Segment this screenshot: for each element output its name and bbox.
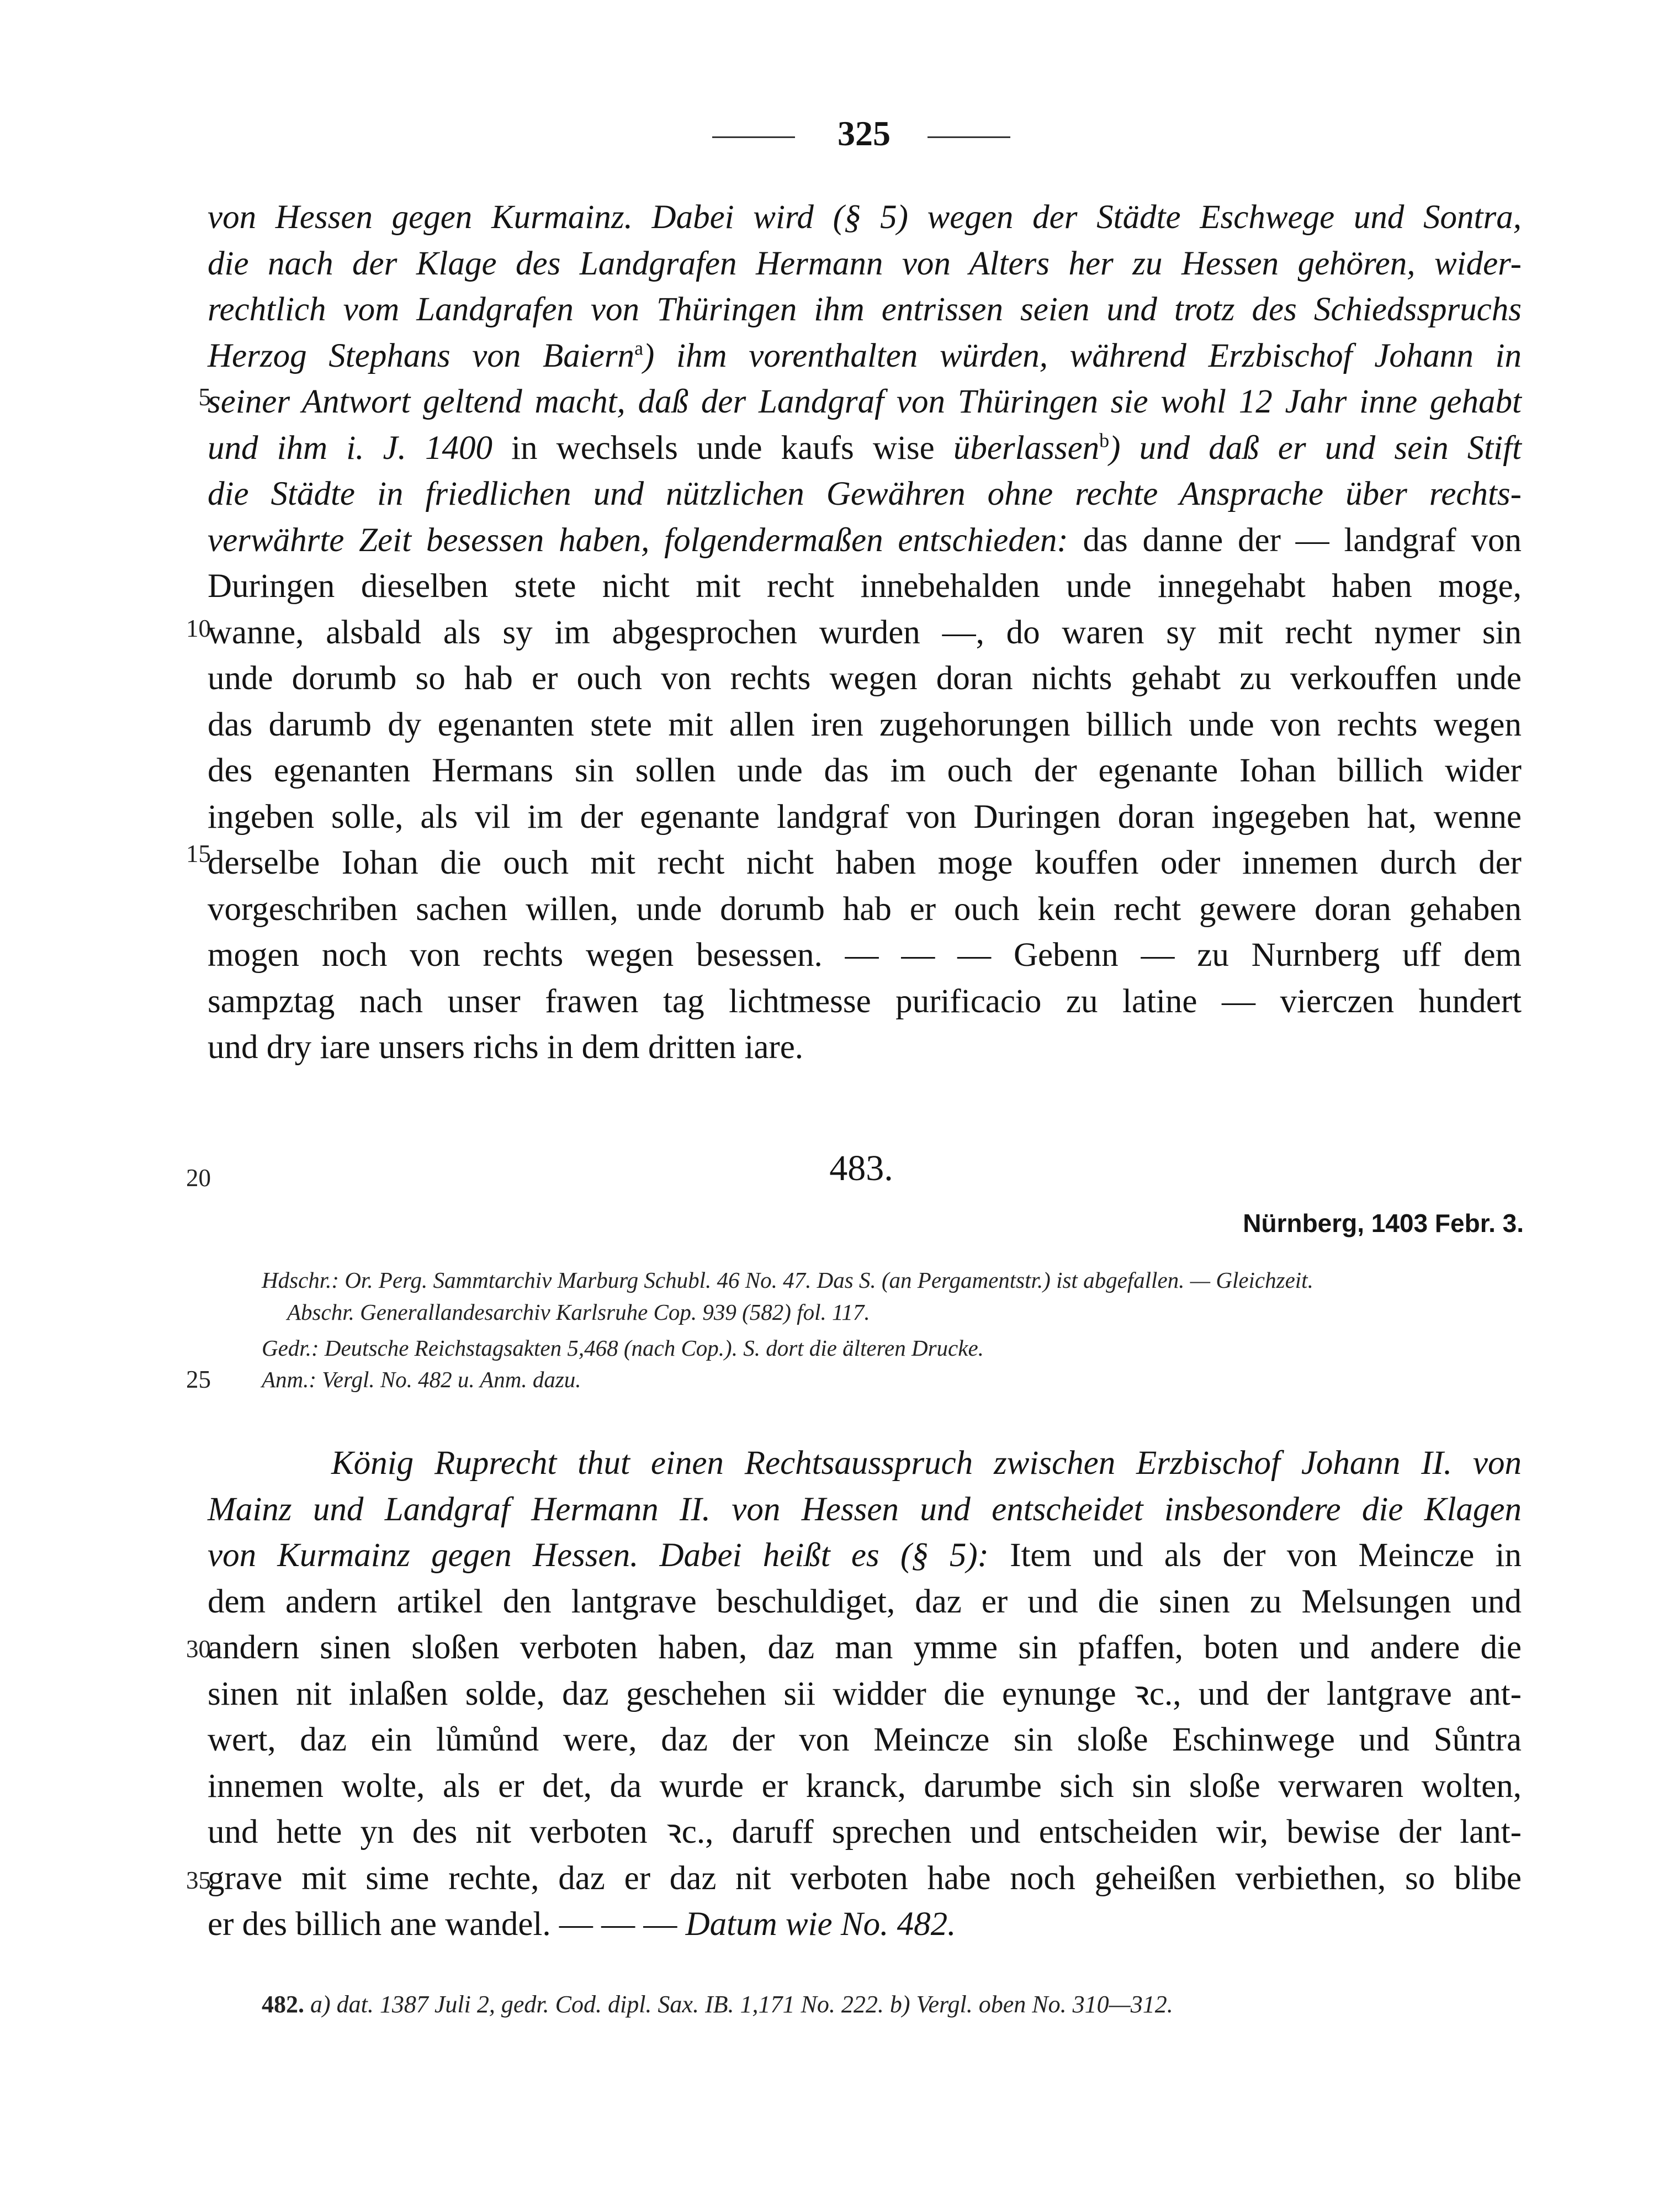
- line-number-25: 25: [186, 1366, 211, 1393]
- text-segment: er des billich ane wandel. — — —: [208, 1906, 686, 1943]
- text-line: [208, 1901, 1522, 1947]
- footnote-marker: b: [1099, 429, 1110, 452]
- text-segment: Item und als der von Meincze in: [1010, 1537, 1522, 1574]
- footnote-marker: a: [634, 337, 644, 359]
- text-segment: und ihm i. J. 1400: [208, 429, 512, 467]
- text-line: [208, 194, 1522, 240]
- line-number-30: 30: [186, 1635, 211, 1663]
- text-line: [208, 425, 1522, 471]
- text-line: [208, 287, 1522, 332]
- source-note-manuscript: Hdschr.: Or. Perg. Sammtarchiv Marburg Schubl. 46 No. 47. Das S. (an Pergamentstr.) ist abgefallen. — Gleichzeit.: [262, 1267, 1313, 1293]
- header-rule-right: [928, 136, 1010, 138]
- text-segment: von Kurmainz gegen Hessen. Dabei heißt es (§ 5):: [208, 1537, 1010, 1574]
- text-segment: innemen wolte, als er det, da wurde er kranck, darumbe sich sin sloße verwaren wolten,: [208, 1767, 1522, 1805]
- text-line: [208, 379, 1522, 425]
- text-segment: ingeben solle, als vil im der egenante landgraf von Duringen doran ingegeben hat, wenne: [208, 798, 1522, 836]
- line-number-5: 5: [198, 383, 211, 411]
- source-note-print: Gedr.: Deutsche Reichstagsakten 5,468 (nach Cop.). S. dort die älteren Drucke.: [262, 1335, 984, 1361]
- source-note-remark: Anm.: Vergl. No. 482 u. Anm. dazu.: [262, 1367, 581, 1392]
- text-line: [208, 886, 1522, 932]
- text-line: [208, 1855, 1522, 1901]
- text-segment: andern sinen sloßen verboten haben, daz man ymme sin pfaffen, boten und andere die: [208, 1629, 1522, 1666]
- text-segment: wanne, alsbald als sy im abgesprochen wurden —, do waren sy mit recht nymer sin: [208, 614, 1522, 651]
- text-segment: grave mit sime rechte, daz er daz nit verboten habe noch geheißen verbiethen, so blibe: [208, 1859, 1522, 1897]
- running-head: [663, 113, 1038, 157]
- text-line: [208, 517, 1522, 563]
- text-line: [208, 471, 1522, 517]
- footnote: [262, 1988, 1366, 2021]
- text-line: [208, 794, 1522, 840]
- header-rule-left: [712, 136, 795, 138]
- page-number: 325: [838, 114, 891, 153]
- text-line: [208, 702, 1522, 748]
- text-segment: dem andern artikel den lantgrave beschuldiget, daz er und die sinen zu Melsungen und: [208, 1583, 1522, 1620]
- text-line: [208, 979, 1522, 1024]
- text-line: [208, 1487, 1522, 1532]
- text-segment: vorgeschriben sachen willen, unde dorumb hab er ouch kein recht gewere doran gehaben: [208, 890, 1522, 928]
- document-place-date: Nürnberg, 1403 Febr. 3.: [1243, 1209, 1524, 1238]
- text-line: [208, 610, 1522, 655]
- text-segment: ) und daß er und sein Stift: [1109, 429, 1522, 467]
- source-note-copy: Abschr. Generallandesarchiv Karlsruhe Cop. 939 (582) fol. 117.: [287, 1299, 870, 1325]
- text-segment: Duringen dieselben stete nicht mit recht innebehalden unde innegehabt haben moge,: [208, 568, 1522, 605]
- text-segment: sampztag nach unser frawen tag lichtmesse purificacio zu latine — vierczen hundert: [208, 982, 1522, 1020]
- text-segment: rechtlich vom Landgrafen von Thüringen ihm entrissen seien und trotz des Schiedsspruchs: [208, 291, 1522, 328]
- line-number-10: 10: [186, 615, 211, 642]
- text-segment: des egenanten Hermans sin sollen unde das im ouch der egenante Iohan billich wider: [208, 752, 1522, 789]
- text-line: [208, 1809, 1522, 1855]
- text-line: [208, 748, 1522, 794]
- text-segment: sinen nit inlaßen solde, daz geschehen sii widder die eynunge ꝛc., und der lantgrave ant-: [208, 1675, 1522, 1712]
- text-line: [331, 1440, 1522, 1486]
- text-line: [208, 840, 1522, 886]
- text-line: [208, 1717, 1522, 1763]
- text-line: [208, 655, 1522, 701]
- text-segment: derselbe Iohan die ouch mit recht nicht haben moge kouffen oder innemen durch der: [208, 844, 1522, 881]
- footnote-number: 482.: [262, 1991, 304, 2018]
- text-segment: das darumb dy egenanten stete mit allen iren zugehorungen billich unde von rechts wegen: [208, 706, 1522, 743]
- text-segment: die nach der Klage des Landgrafen Hermann von Alters her zu Hessen gehören, wider-: [208, 245, 1522, 282]
- text-segment: König Ruprecht thut einen Rechtsausspruch zwischen Erzbischof Johann II. von: [331, 1445, 1522, 1482]
- text-line: [208, 1671, 1522, 1717]
- text-line: [208, 563, 1522, 609]
- document-number: 483.: [829, 1148, 893, 1188]
- text-segment: die Städte in friedlichen und nützlichen Gewähren ohne rechte Ansprache über rechts-: [208, 475, 1522, 512]
- text-segment: Mainz und Landgraf Hermann II. von Hessen und entscheidet insbesondere die Klagen: [208, 1490, 1522, 1528]
- text-line: [208, 1625, 1522, 1670]
- text-line: [208, 1579, 1522, 1625]
- text-line: [208, 1024, 1522, 1070]
- line-number-15: 15: [186, 840, 211, 868]
- text-line: [208, 932, 1522, 978]
- text-segment: das danne der — landgraf von: [1083, 521, 1522, 559]
- text-line: [208, 1532, 1522, 1578]
- footnote-text: a) dat. 1387 Juli 2, gedr. Cod. dipl. Sax. IB. 1,171 No. 222. b) Vergl. oben No. 310—312.: [304, 1991, 1173, 2018]
- text-line: [208, 1763, 1522, 1809]
- text-segment: überlassen: [953, 429, 1100, 467]
- text-segment: ) ihm vorenthalten würden, während Erzbischof Johann in: [643, 337, 1522, 374]
- text-segment: in wechsels unde kaufs wise: [511, 429, 953, 467]
- text-line: [208, 333, 1522, 379]
- text-segment: und dry iare unsers richs in dem dritten iare.: [208, 1029, 804, 1066]
- text-segment: Herzog Stephans von Baiern: [208, 337, 635, 374]
- text-segment: und hette yn des nit verboten ꝛc., daruff sprechen und entscheiden wir, bewise der lant-: [208, 1813, 1522, 1850]
- text-segment: von Hessen gegen Kurmainz. Dabei wird (§ 5) wegen der Städte Eschwege und Sontra,: [208, 199, 1522, 236]
- text-segment: mogen noch von rechts wegen besessen. — — — Gebenn — zu Nurnberg uff dem: [208, 937, 1522, 974]
- line-number-35: 35: [186, 1867, 211, 1894]
- text-segment: wert, daz ein lůmůnd were, daz der von Meincze sin sloße Eschinwege und Sůntra: [208, 1721, 1522, 1758]
- text-line: [208, 241, 1522, 287]
- text-segment: unde dorumb so hab er ouch von rechts wegen doran nichts gehabt zu verkouffen unde: [208, 660, 1522, 697]
- text-segment: Datum wie No. 482.: [685, 1906, 956, 1943]
- line-number-20: 20: [186, 1164, 211, 1192]
- text-segment: verwährte Zeit besessen haben, folgendermaßen entschieden:: [208, 521, 1083, 559]
- text-segment: seiner Antwort geltend macht, daß der Landgraf von Thüringen sie wohl 12 Jahr inne gehabt: [208, 383, 1522, 420]
